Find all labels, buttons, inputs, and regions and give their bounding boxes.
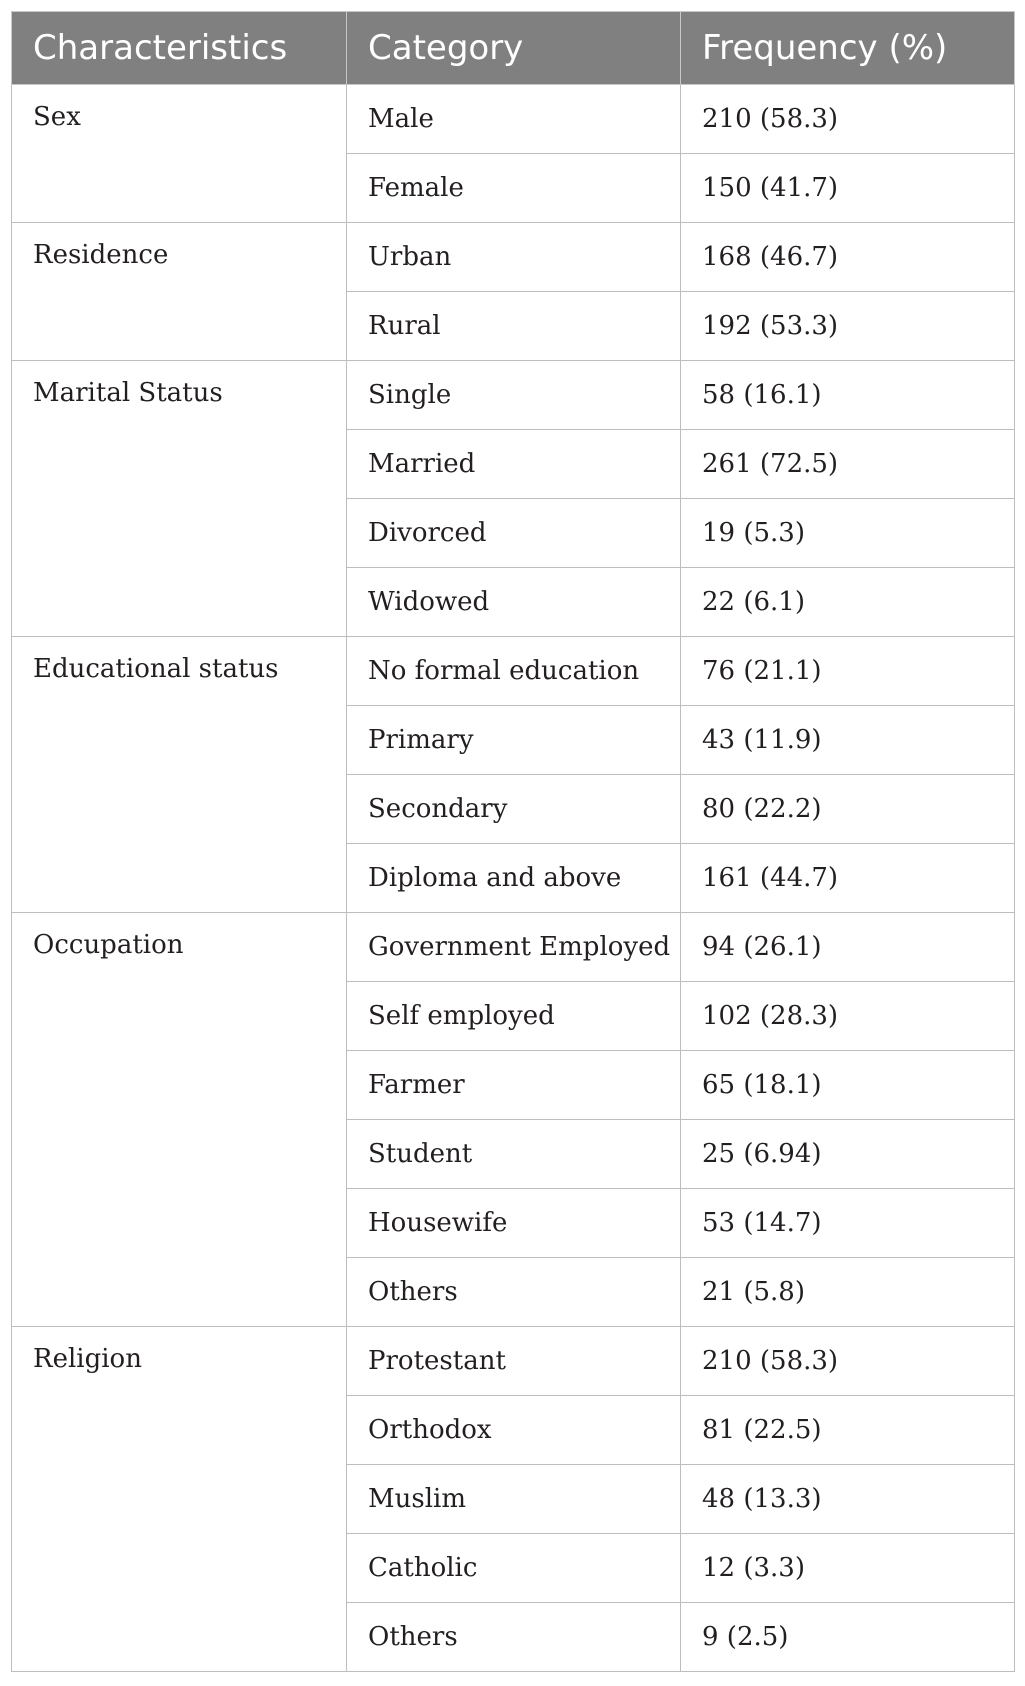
- frequency-cell: 210 (58.3): [681, 85, 1015, 154]
- frequency-cell: 19 (5.3): [681, 499, 1015, 568]
- table-row: [12, 913, 1015, 982]
- table-row: [12, 361, 1015, 430]
- category-cell: Protestant: [347, 1327, 681, 1396]
- frequency-cell: 102 (28.3): [681, 982, 1015, 1051]
- category-cell: Single: [347, 361, 681, 430]
- category-cell: No formal education: [347, 637, 681, 706]
- category-cell: Secondary: [347, 775, 681, 844]
- table-body: [12, 85, 1015, 1672]
- frequency-cell: 161 (44.7): [681, 844, 1015, 913]
- frequency-cell: 210 (58.3): [681, 1327, 1015, 1396]
- table-row: [12, 223, 1015, 292]
- frequency-cell: 150 (41.7): [681, 154, 1015, 223]
- characteristic-cell: Educational status: [12, 637, 347, 913]
- category-cell: Others: [347, 1258, 681, 1327]
- frequency-cell: 65 (18.1): [681, 1051, 1015, 1120]
- category-cell: Rural: [347, 292, 681, 361]
- category-cell: Widowed: [347, 568, 681, 637]
- frequency-cell: 261 (72.5): [681, 430, 1015, 499]
- category-cell: Divorced: [347, 499, 681, 568]
- table-row: [12, 85, 1015, 154]
- characteristic-cell: Marital Status: [12, 361, 347, 637]
- frequency-cell: 168 (46.7): [681, 223, 1015, 292]
- category-cell: Muslim: [347, 1465, 681, 1534]
- frequency-cell: 53 (14.7): [681, 1189, 1015, 1258]
- category-cell: Primary: [347, 706, 681, 775]
- frequency-cell: 76 (21.1): [681, 637, 1015, 706]
- frequency-cell: 22 (6.1): [681, 568, 1015, 637]
- category-cell: Catholic: [347, 1534, 681, 1603]
- category-cell: Married: [347, 430, 681, 499]
- frequency-cell: 81 (22.5): [681, 1396, 1015, 1465]
- header-characteristics: Characteristics: [12, 12, 347, 85]
- category-cell: Orthodox: [347, 1396, 681, 1465]
- category-cell: Diploma and above: [347, 844, 681, 913]
- characteristic-cell: Residence: [12, 223, 347, 361]
- frequency-cell: 192 (53.3): [681, 292, 1015, 361]
- characteristics-table: [11, 11, 1015, 1672]
- category-cell: Government Employed: [347, 913, 681, 982]
- category-cell: Male: [347, 85, 681, 154]
- characteristic-cell: Occupation: [12, 913, 347, 1327]
- frequency-cell: 80 (22.2): [681, 775, 1015, 844]
- category-cell: Student: [347, 1120, 681, 1189]
- frequency-cell: 94 (26.1): [681, 913, 1015, 982]
- characteristic-cell: Sex: [12, 85, 347, 223]
- header-frequency: Frequency (%): [681, 12, 1015, 85]
- category-cell: Farmer: [347, 1051, 681, 1120]
- category-cell: Self employed: [347, 982, 681, 1051]
- frequency-cell: 21 (5.8): [681, 1258, 1015, 1327]
- category-cell: Urban: [347, 223, 681, 292]
- frequency-cell: 12 (3.3): [681, 1534, 1015, 1603]
- category-cell: Housewife: [347, 1189, 681, 1258]
- header-category: Category: [347, 12, 681, 85]
- table-row: [12, 1327, 1015, 1396]
- frequency-cell: 43 (11.9): [681, 706, 1015, 775]
- frequency-cell: 9 (2.5): [681, 1603, 1015, 1672]
- frequency-cell: 58 (16.1): [681, 361, 1015, 430]
- characteristic-cell: Religion: [12, 1327, 347, 1672]
- table-row: [12, 637, 1015, 706]
- frequency-cell: 48 (13.3): [681, 1465, 1015, 1534]
- frequency-cell: 25 (6.94): [681, 1120, 1015, 1189]
- category-cell: Others: [347, 1603, 681, 1672]
- category-cell: Female: [347, 154, 681, 223]
- header-row: [12, 12, 1015, 85]
